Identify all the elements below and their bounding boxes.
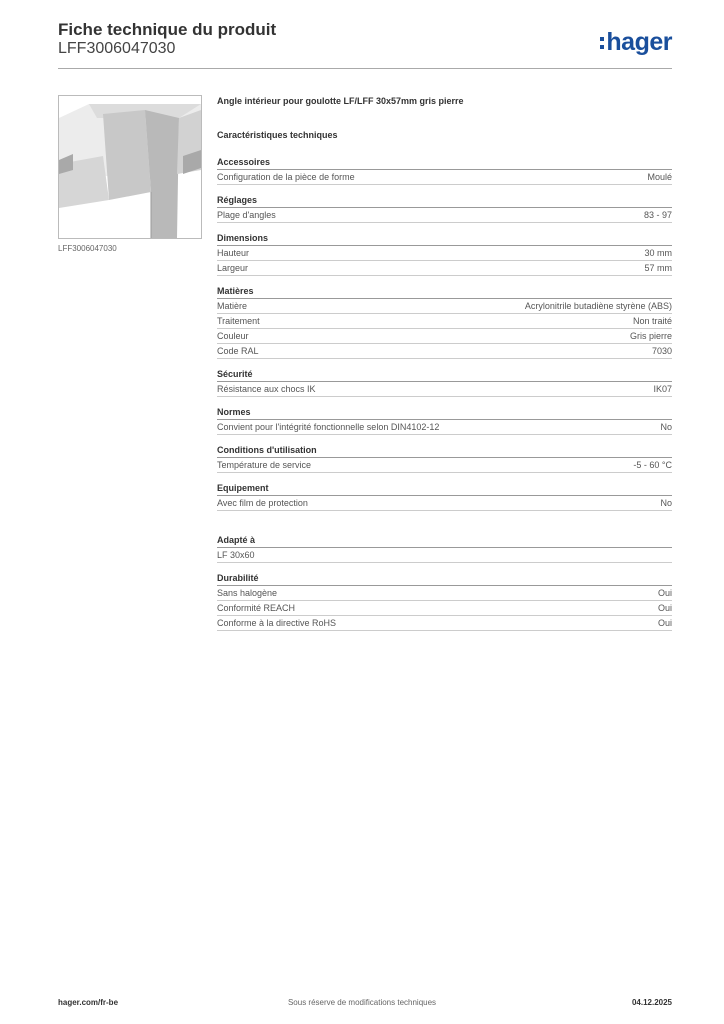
spec-row — [217, 170, 672, 185]
section-title: Accessoires — [217, 157, 672, 170]
spec-row — [217, 496, 672, 511]
spec-value: Oui — [657, 588, 672, 598]
spec-label: Plage d'angles — [217, 210, 276, 220]
spec-section — [217, 195, 672, 223]
spec-label: Convient pour l'intégrité fonctionnelle selon DIN4102-12 — [217, 422, 440, 432]
spec-section — [217, 535, 672, 563]
spec-row — [217, 329, 672, 344]
section-title: Adapté à — [217, 535, 672, 548]
section-title: Durabilité — [217, 573, 672, 586]
spec-label: Conforme à la directive RoHS — [217, 618, 337, 628]
logo-dots-icon — [600, 35, 604, 51]
section-title: Equipement — [217, 483, 672, 496]
spec-row — [217, 344, 672, 359]
footer-date: 04.12.2025 — [631, 998, 672, 1007]
spec-label: Largeur — [217, 263, 249, 273]
spec-value: 57 mm — [644, 263, 672, 273]
spec-label: Avec film de protection — [217, 498, 308, 508]
spec-value: 30 mm — [644, 248, 672, 258]
section-title: Matières — [217, 286, 672, 299]
section-title: Dimensions — [217, 233, 672, 246]
technical-characteristics-heading: Caractéristiques techniques — [217, 130, 338, 140]
spec-value: Moulé — [647, 172, 672, 182]
spec-sections — [217, 157, 672, 511]
spec-label: Configuration de la pièce de forme — [217, 172, 355, 182]
spec-label: Température de service — [217, 460, 312, 470]
spec-label: Résistance aux chocs IK — [217, 384, 316, 394]
spec-row — [217, 246, 672, 261]
spec-sections-secondary — [217, 535, 672, 631]
spec-row — [217, 208, 672, 223]
spec-value: Acrylonitrile butadiène styrène (ABS) — [524, 301, 672, 311]
product-description: Angle intérieur pour goulotte LF/LFF 30x57mm gris pierre — [217, 96, 464, 106]
product-code: LFF3006047030 — [58, 40, 176, 57]
spec-row — [217, 420, 672, 435]
spec-value: Oui — [657, 618, 672, 628]
spec-row — [217, 382, 672, 397]
spec-section — [217, 157, 672, 185]
spec-value: No — [660, 498, 672, 508]
spec-label: Sans halogène — [217, 588, 278, 598]
spec-section — [217, 286, 672, 359]
spec-value: No — [660, 422, 672, 432]
spec-row — [217, 261, 672, 276]
image-caption: LFF3006047030 — [58, 244, 117, 253]
spec-row — [217, 458, 672, 473]
spec-label: LF 30x60 — [217, 550, 255, 560]
spec-value: -5 - 60 °C — [633, 460, 672, 470]
spec-section — [217, 483, 672, 511]
angle-piece-illustration — [59, 96, 201, 238]
spec-label: Couleur — [217, 331, 249, 341]
spec-label: Hauteur — [217, 248, 250, 258]
spec-label: Matière — [217, 301, 248, 311]
section-title: Conditions d'utilisation — [217, 445, 672, 458]
spec-section — [217, 445, 672, 473]
spec-value: Non traité — [632, 316, 672, 326]
spec-row — [217, 616, 672, 631]
footer-disclaimer: Sous réserve de modifications techniques — [287, 998, 437, 1007]
spec-row — [217, 314, 672, 329]
spec-section — [217, 369, 672, 397]
footer-website: hager.com/fr-be — [58, 998, 119, 1007]
section-title: Sécurité — [217, 369, 672, 382]
spec-value: Gris pierre — [629, 331, 672, 341]
spec-label: Code RAL — [217, 346, 259, 356]
spec-row — [217, 548, 672, 563]
spec-value: 83 - 97 — [643, 210, 672, 220]
spec-section — [217, 233, 672, 276]
spec-value: IK07 — [653, 384, 672, 394]
section-title: Normes — [217, 407, 672, 420]
spec-label: Traitement — [217, 316, 260, 326]
spec-value: 7030 — [651, 346, 672, 356]
spec-label: Conformité REACH — [217, 603, 296, 613]
section-spacer — [217, 521, 672, 535]
page-title: Fiche technique du produit — [58, 20, 277, 39]
spec-section — [217, 573, 672, 631]
spec-row — [217, 601, 672, 616]
logo-text: hager — [606, 28, 672, 56]
hager-logo — [600, 28, 672, 57]
product-image — [58, 95, 202, 239]
spec-value: Oui — [657, 603, 672, 613]
section-title: Réglages — [217, 195, 672, 208]
spec-content — [217, 96, 672, 641]
spec-row — [217, 299, 672, 314]
spec-section — [217, 407, 672, 435]
spec-row — [217, 586, 672, 601]
header-divider — [58, 68, 672, 69]
